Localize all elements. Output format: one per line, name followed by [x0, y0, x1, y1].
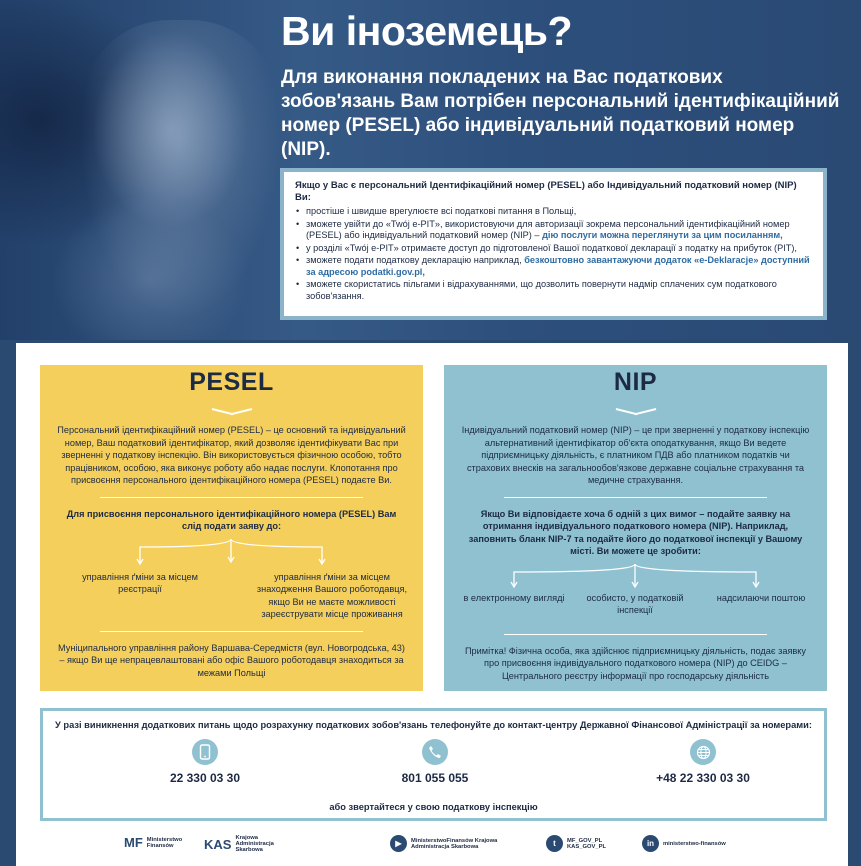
kas-logo-icon: KAS [204, 836, 232, 852]
contact-international [603, 739, 803, 785]
list-item: • у розділі «Twój e-PIT» отримаєте доступ до підготовленої Вашої податкової декларації з податку на прибуток (PIT), [295, 243, 812, 255]
contact-lead: У разі виникнення додаткових питань щодо розрахунку податкових зобов'язань телефонуйте до контакт-центру Державної Фінансової Адміністрації за номерами: [55, 720, 812, 730]
linkedin-icon: in [642, 835, 659, 852]
landline-number[interactable]: 801 055 055 [401, 771, 469, 785]
divider [504, 497, 767, 498]
nip-intro: Індивідуальний податковий номер (NIP) – це при зверненні у податкову інспекцію альтернативний ідентифікатор об'єкта оподаткування, якщо Ви ведете підприємницьку діяльність, є платником ПДВ або платником податків чи страхових внесків на загальнообов'язкове державне соціальне страхування та медичне страхування. [461, 425, 810, 485]
international-number[interactable]: +48 22 330 03 30 [656, 771, 750, 785]
option-registration: управління ґміни за місцем реєстрації [82, 571, 198, 594]
linkedin-link[interactable]: in ministerstwo-finansów [642, 835, 726, 852]
divider [504, 634, 767, 635]
contact-items [43, 739, 824, 799]
benefits-box [280, 168, 827, 320]
service-link[interactable]: дію послуги можна переглянути за цим посиланням, [542, 230, 783, 240]
nip-options [444, 562, 827, 622]
kas-logo[interactable]: KAS Krajowa Administracja Skarbowa [204, 835, 274, 853]
benefits-list [295, 206, 812, 302]
nip-heading: NIP [613, 368, 658, 396]
fork-arrows-icon [40, 537, 423, 567]
page-title: Ви іноземець? [281, 8, 573, 54]
footer [16, 821, 848, 866]
youtube-link[interactable]: ▶ MinisterstwoFinansów Krajowa Administracja Skarbowa [390, 835, 521, 852]
pesel-intro: Персональний ідентифікаційний номер (PESEL) – це основний та індивідуальний номер, Ваш податковий ідентифікатор, який дозволяє ідентифікувати Вас при зверненні у податкову інспекцію. Він використовується фізичною особою, тобто працівником, особою, яка виконує роботу або надає послуги. Клопотання про присвоєння персонального ідентифікаційного номера (PESEL) подаєте Ви. [57, 425, 406, 485]
benefits-lead: Якщо у Вас є персональний Ідентифікаційний номер (PESEL) або Індивідуальний податковий номер (NIP) Ви: [295, 180, 797, 203]
option-post: надсилаючи поштою [716, 592, 806, 603]
fork-arrows-icon [444, 562, 827, 592]
pesel-municipal: Муніципального управління району Варшава-Середмістя (вул. Новогродська, 43) – якщо Ви ще непрацевлаштовані або офіс Вашого роботодавця знаходиться за межами Польщі [58, 642, 405, 678]
nip-note: Примітка! Фізична особа, яка здійснює підприємницьку діяльність, подає заявку про присвоєння індивідуального податкового номера (NIP) до CEIDG – Центрального реєстру інформації про господарську діяльність [464, 645, 807, 681]
hero-banner [0, 0, 861, 340]
chevron-down-icon [212, 406, 252, 416]
phone-icon [422, 739, 448, 765]
contact-mobile [105, 739, 305, 785]
pesel-apply: Для присвоєння персонального ідентифікаційного номера (PESEL) Вам слід подати заяву до: [66, 508, 397, 531]
page-subtitle: Для виконання покладених на Вас податкових зобов'язань Вам потрібен персональний ідентифікаційний номер (PESEL) або індивідуальний податковий номер (NIP). [281, 67, 840, 160]
divider [100, 497, 363, 498]
mf-logo-icon: MF [124, 835, 143, 850]
main-panel [16, 343, 848, 866]
pesel-options [40, 537, 423, 617]
option-in-person: особисто, у податковій інспекції [586, 592, 684, 615]
list-item: • простіше і швидше врегулюєте всі податкові питання в Польщі, [295, 206, 812, 218]
twitter-icon: t [546, 835, 563, 852]
youtube-icon: ▶ [390, 835, 407, 852]
globe-icon [690, 739, 716, 765]
pesel-column [40, 365, 423, 691]
mobile-phone-icon [192, 739, 218, 765]
option-electronic: в електронному вигляді [463, 592, 565, 603]
edeklaracje-link[interactable]: безкоштовно завантажуючи додаток «e-Deklaracje» доступний за адресою podatki.gov.pl, [306, 255, 810, 277]
hero-photo [80, 20, 280, 320]
contact-box [40, 708, 827, 821]
nip-column [444, 365, 827, 691]
pesel-heading: PESEL [189, 368, 274, 396]
nip-apply: Якщо Ви відповідаєте хоча б одній з цих вимог – подайте заявку на отримання індивідуального податкового номера (NIP). Наприклад, заповнить бланк NIP-7 та подайте його до податкової інспекції у Вашому місті. Ви можете це зробити: [468, 508, 803, 556]
ministry-logo[interactable]: MF Ministerstwo Finansów [124, 835, 183, 850]
chevron-down-icon [616, 406, 656, 416]
divider [100, 631, 363, 632]
contact-tail: або звертайтеся у свою податкову інспекцію [329, 802, 538, 812]
list-item: • зможете скористатись пільгами і відрахуваннями, що дозволить повернути надмір сплачених сум податкового зобов'язання. [295, 279, 812, 302]
contact-landline [335, 739, 535, 785]
twitter-link[interactable]: t MF_GOV_PL KAS_GOV_PL [546, 835, 611, 852]
list-item: • зможете увійти до «Twój e-PIT», використовуючи для авторизації зокрема персональний ідентифікаційний номер (PESEL) або індивідуальний податковий номер (NIP) – дію послуги можна переглянути за цим посиланням, [295, 219, 812, 242]
option-employer: управління ґміни за місцем знаходження Вашого роботодавця, якщо Ви не маєте можливості зареєструвати місце проживання [256, 571, 408, 619]
list-item: • зможете подати податкову декларацію наприклад, безкоштовно завантажуючи додаток «e-Deklaracje» доступний за адресою podatki.gov.pl, [295, 255, 812, 278]
mobile-number[interactable]: 22 330 03 30 [169, 771, 241, 785]
